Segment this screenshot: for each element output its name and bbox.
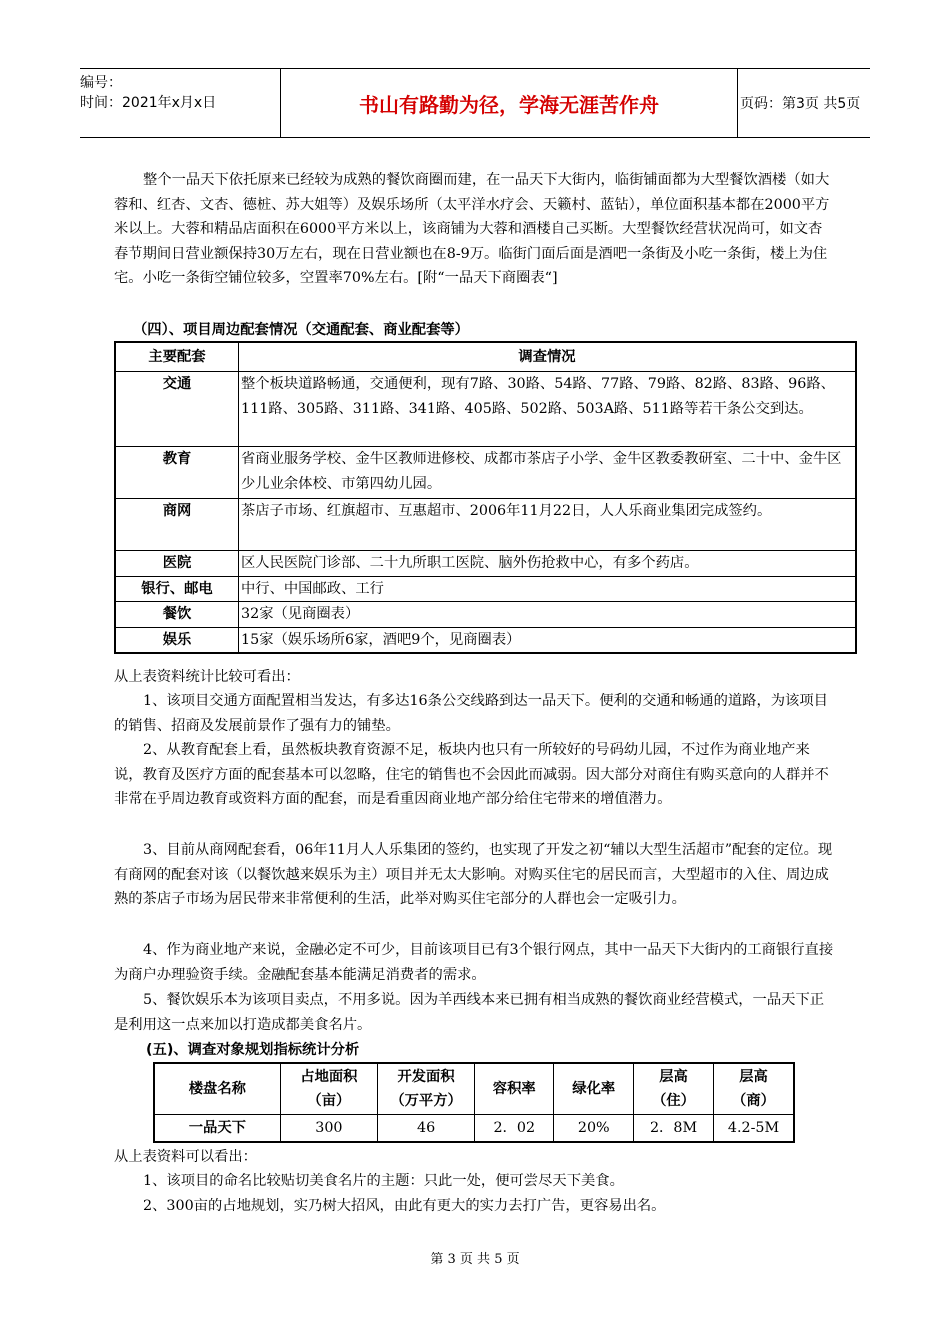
table-header-cell: 调查情况 (239, 342, 857, 372)
facility-key: 商网 (115, 499, 239, 551)
facility-key: 娱乐 (115, 627, 239, 653)
table-header-cell: 占地面积 （亩） (280, 1063, 377, 1115)
facility-value: 32家（见商圈表） (239, 602, 857, 628)
table-header-cell: 楼盘名称 (154, 1063, 280, 1115)
table-row (115, 627, 856, 653)
analysis-1-item: 5、餐饮娱乐本为该项目卖点，不用多说。因为羊西线本来已拥有相当成熟的餐饮商业经营模式，一品天下正是利用这一点来加以打造成都美食名片。 (114, 992, 825, 1033)
facility-value: 区人民医院门诊部、二十九所职工医院、脑外伤抢救中心，有多个药店。 (239, 551, 857, 577)
header-page-label: 页码：第3页 共5页 (740, 96, 861, 112)
table-header-cell: 绿化率 (554, 1063, 634, 1115)
planning-indicators-table (153, 1062, 795, 1143)
page-header (80, 68, 870, 138)
header-time: 时间：2021年x月x日 (80, 95, 217, 111)
facility-key: 教育 (115, 447, 239, 499)
header-number: 编号： (80, 75, 122, 91)
table-header-row (154, 1063, 794, 1115)
page-footer: 第 3 页 共 5 页 (430, 1252, 520, 1267)
table-row (115, 499, 856, 551)
facility-value: 省商业服务学校、金牛区教师进修校、成都市茶店子小学、金牛区教委教研室、二十中、金牛区少儿业余体校、市第四幼儿园。 (239, 447, 857, 499)
plot-ratio-cell: 2．02 (475, 1115, 554, 1143)
residential-floor-height-cell: 2．8M (634, 1115, 714, 1143)
section-5-title: (五)、调查对象规划指标统计分析 (146, 1042, 360, 1058)
green-ratio-cell: 20% (554, 1115, 634, 1143)
section-4-title: （四）、项目周边配套情况（交通配套、商业配套等） (133, 322, 469, 338)
table-row (115, 551, 856, 577)
table-header-cell: 层高 （住） (634, 1063, 714, 1115)
table-row (154, 1115, 794, 1143)
table-header-row (115, 342, 856, 372)
analysis-1-item: 4、作为商业地产来说，金融必定不可少，目前该项目已有3个银行网点，其中一品天下大街内的工商银行直接为商户办理验资手续。金融配套基本能满足消费者的需求。 (114, 942, 834, 983)
analysis-1-intro: 从上表资料统计比较可看出： (114, 669, 300, 685)
table-row (115, 372, 856, 447)
analysis-2-intro: 从上表资料可以看出： (114, 1149, 257, 1165)
analysis-2-item: 1、该项目的命名比较贴切美食名片的主题：只此一处，便可尝尽天下美食。 (143, 1173, 624, 1189)
table-header-cell: 容积率 (475, 1063, 554, 1115)
table-header-cell: 主要配套 (115, 342, 239, 372)
development-area-cell: 46 (378, 1115, 475, 1143)
analysis-1-item: 1、该项目交通方面配置相当发达，有多达16条公交线路到达一品天下。便利的交通和畅通的道路，为该项目的销售、招商及发展前景作了强有力的铺垫。 (114, 693, 828, 734)
table-row (115, 576, 856, 602)
facility-key: 交通 (115, 372, 239, 447)
facility-value: 中行、中国邮政、工行 (239, 576, 857, 602)
facility-key: 餐饮 (115, 602, 239, 628)
analysis-2-item: 2、300亩的占地规划，实乃树大招风，由此有更大的实力去打广告，更容易出名。 (143, 1198, 666, 1214)
facility-value: 茶店子市场、红旗超市、互惠超市、2006年11月22日，人人乐商业集团完成签约。 (239, 499, 857, 551)
intro-paragraph: 整个一品天下依托原来已经较为成熟的餐饮商圈而建，在一品天下大街内，临街铺面都为大型餐饮酒楼（如大蓉和、红杏、文杏、德桩、苏大姐等）及娱乐场所（太平洋水疗会、天籁村、蓝钻），单位面积基本都在2000平方米以上。大蓉和精品店面积在6000平方米以上，该商铺为大蓉和酒楼自己买断。大型餐饮经营状况尚可，如文杏春节期间日营业额保持30万左右，现在日营业额也在8-9万。临街门面后面是酒吧一条街及小吃一条街，楼上为住宅。小吃一条街空铺位较多，空置率70%左右。[附“一品天下商圈表“] (114, 172, 830, 286)
facility-key: 银行、邮电 (115, 576, 239, 602)
land-area-cell: 300 (280, 1115, 377, 1143)
facilities-table (114, 341, 857, 654)
table-row (115, 447, 856, 499)
table-header-cell: 层高 （商） (714, 1063, 795, 1115)
facility-value: 15家（娱乐场所6家，酒吧9个，见商圈表） (239, 627, 857, 653)
facility-value: 整个板块道路畅通，交通便利，现有7路、30路、54路、77路、79路、82路、83路、96路、111路、305路、311路、341路、405路、502路、503A路、511路等若干条公交到达。 (239, 372, 857, 447)
commercial-floor-height-cell: 4.2-5M (714, 1115, 795, 1143)
header-motto: 书山有路勤为径，学海无涯苦作舟 (280, 69, 738, 137)
header-meta (80, 69, 280, 141)
project-name-cell: 一品天下 (154, 1115, 280, 1143)
table-row (115, 602, 856, 628)
analysis-1-item: 3、目前从商网配套看，06年11月人人乐集团的签约，也实现了开发之初“辅以大型生活超市”配套的定位。现有商网的配套对该（以餐饮越来娱乐为主）项目并无太大影响。对购买住宅的居民而言，大型超市的入住、周边成熟的茶店子市场为居民带来非常便利的生活，此举对购买住宅部分的人群也会一定吸引力。 (114, 842, 833, 907)
table-header-cell: 开发面积 （万平方） (378, 1063, 475, 1115)
analysis-1-item: 2、从教育配套上看，虽然板块教育资源不足，板块内也只有一所较好的号码幼儿园，不过作为商业地产来说，教育及医疗方面的配套基本可以忽略，住宅的销售也不会因此而减弱。因大部分对商住有购买意向的人群并不非常在乎周边教育或资料方面的配套，而是看重因商业地产部分给住宅带来的增值潜力。 (114, 742, 829, 807)
facility-key: 医院 (115, 551, 239, 577)
